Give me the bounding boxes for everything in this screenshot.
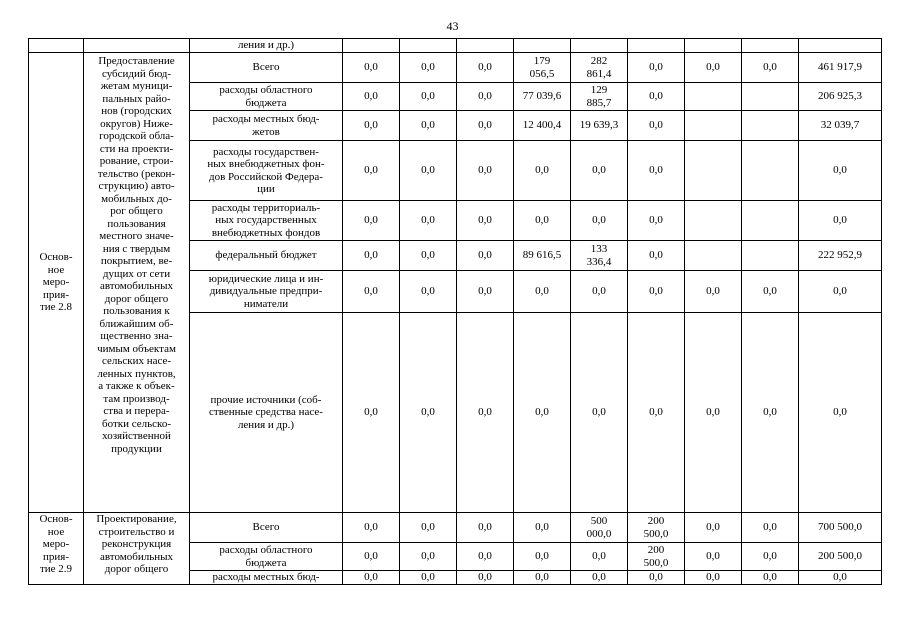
value-cell: 0,0 bbox=[457, 571, 514, 585]
value-cell: 0,0 bbox=[514, 313, 571, 513]
value-cell: 0,0 bbox=[628, 241, 685, 271]
funding-source-cell: прочие источники (соб- ственные средства насе- ления и др.) bbox=[190, 313, 343, 513]
value-cell: 0,0 bbox=[343, 111, 400, 141]
funding-source-cell: ления и др.) bbox=[190, 39, 343, 53]
measure-description-cell: Проектирование, строительство и реконструкция автомобильных дорог общего bbox=[84, 513, 190, 585]
value-cell bbox=[685, 83, 742, 111]
value-cell: 0,0 bbox=[400, 83, 457, 111]
table-row-continuation bbox=[29, 39, 882, 53]
value-cell: 282 861,4 bbox=[571, 53, 628, 83]
value-cell: 200 500,0 bbox=[628, 513, 685, 543]
value-cell: 0,0 bbox=[514, 513, 571, 543]
value-cell: 0,0 bbox=[742, 313, 799, 513]
funding-source-cell: юридические лица и ин- дивидуальные предпри- ниматели bbox=[190, 271, 343, 313]
value-cell bbox=[742, 241, 799, 271]
value-cell bbox=[685, 39, 742, 53]
value-cell: 0,0 bbox=[628, 271, 685, 313]
table-row bbox=[29, 53, 882, 83]
value-cell: 0,0 bbox=[457, 83, 514, 111]
value-cell: 0,0 bbox=[799, 271, 882, 313]
value-cell: 129 885,7 bbox=[571, 83, 628, 111]
value-cell: 0,0 bbox=[742, 53, 799, 83]
value-cell bbox=[685, 201, 742, 241]
page-number: 43 bbox=[446, 19, 459, 33]
value-cell: 0,0 bbox=[400, 313, 457, 513]
funding-source-cell: Всего bbox=[190, 513, 343, 543]
value-cell: 0,0 bbox=[400, 111, 457, 141]
value-cell: 0,0 bbox=[343, 241, 400, 271]
value-cell: 0,0 bbox=[685, 571, 742, 585]
empty-cell bbox=[29, 39, 84, 53]
value-cell bbox=[514, 39, 571, 53]
value-cell: 0,0 bbox=[457, 53, 514, 83]
value-cell: 0,0 bbox=[400, 241, 457, 271]
table-row bbox=[29, 513, 882, 543]
funding-source-cell: расходы областного бюджета bbox=[190, 83, 343, 111]
value-cell: 0,0 bbox=[685, 543, 742, 571]
value-cell bbox=[742, 201, 799, 241]
value-cell bbox=[628, 39, 685, 53]
value-cell: 0,0 bbox=[400, 271, 457, 313]
value-cell bbox=[457, 39, 514, 53]
funding-source-cell: расходы местных бюд- жетов bbox=[190, 111, 343, 141]
value-cell: 0,0 bbox=[571, 201, 628, 241]
value-cell: 0,0 bbox=[742, 571, 799, 585]
value-cell: 0,0 bbox=[400, 571, 457, 585]
empty-cell bbox=[84, 39, 190, 53]
value-cell: 0,0 bbox=[799, 313, 882, 513]
value-cell: 0,0 bbox=[628, 313, 685, 513]
value-cell: 0,0 bbox=[457, 241, 514, 271]
value-cell bbox=[571, 39, 628, 53]
value-cell: 0,0 bbox=[343, 313, 400, 513]
funding-source-cell: Всего bbox=[190, 53, 343, 83]
value-cell: 133 336,4 bbox=[571, 241, 628, 271]
funding-source-cell: расходы территориаль- ных государственных внебюджетных фондов bbox=[190, 201, 343, 241]
value-cell: 0,0 bbox=[628, 571, 685, 585]
value-cell bbox=[742, 83, 799, 111]
value-cell: 0,0 bbox=[457, 271, 514, 313]
value-cell bbox=[685, 141, 742, 201]
value-cell: 0,0 bbox=[457, 111, 514, 141]
value-cell: 0,0 bbox=[343, 271, 400, 313]
value-cell: 0,0 bbox=[799, 141, 882, 201]
value-cell: 0,0 bbox=[628, 201, 685, 241]
value-cell: 0,0 bbox=[514, 271, 571, 313]
value-cell: 0,0 bbox=[457, 543, 514, 571]
value-cell: 0,0 bbox=[628, 141, 685, 201]
value-cell: 0,0 bbox=[343, 53, 400, 83]
value-cell: 500 000,0 bbox=[571, 513, 628, 543]
value-cell bbox=[742, 111, 799, 141]
value-cell: 0,0 bbox=[571, 543, 628, 571]
measure-label-cell: Основ- ное меро- прия- тие 2.9 bbox=[29, 513, 84, 585]
value-cell: 0,0 bbox=[742, 513, 799, 543]
value-cell bbox=[742, 141, 799, 201]
value-cell: 0,0 bbox=[742, 543, 799, 571]
funding-source-cell: расходы местных бюд- bbox=[190, 571, 343, 585]
value-cell: 0,0 bbox=[343, 201, 400, 241]
value-cell: 0,0 bbox=[799, 201, 882, 241]
funding-source-cell: расходы областного бюджета bbox=[190, 543, 343, 571]
value-cell bbox=[799, 39, 882, 53]
value-cell: 206 925,3 bbox=[799, 83, 882, 111]
value-cell: 89 616,5 bbox=[514, 241, 571, 271]
value-cell: 0,0 bbox=[514, 141, 571, 201]
value-cell: 0,0 bbox=[571, 141, 628, 201]
measure-label-cell: Основ- ное меро- прия- тие 2.8 bbox=[29, 53, 84, 513]
value-cell: 0,0 bbox=[343, 571, 400, 585]
value-cell: 0,0 bbox=[457, 141, 514, 201]
value-cell: 0,0 bbox=[685, 513, 742, 543]
value-cell: 0,0 bbox=[685, 53, 742, 83]
value-cell: 0,0 bbox=[343, 543, 400, 571]
value-cell: 0,0 bbox=[571, 313, 628, 513]
value-cell: 0,0 bbox=[628, 111, 685, 141]
value-cell bbox=[742, 39, 799, 53]
value-cell: 0,0 bbox=[400, 513, 457, 543]
value-cell: 0,0 bbox=[457, 313, 514, 513]
value-cell: 461 917,9 bbox=[799, 53, 882, 83]
value-cell: 77 039,6 bbox=[514, 83, 571, 111]
budget-table bbox=[28, 38, 882, 585]
funding-source-cell: расходы государствен- ных внебюджетных фон- дов Российской Федера- ции bbox=[190, 141, 343, 201]
value-cell bbox=[400, 39, 457, 53]
value-cell: 200 500,0 bbox=[799, 543, 882, 571]
value-cell: 12 400,4 bbox=[514, 111, 571, 141]
value-cell: 0,0 bbox=[400, 53, 457, 83]
value-cell: 179 056,5 bbox=[514, 53, 571, 83]
value-cell: 0,0 bbox=[400, 141, 457, 201]
value-cell bbox=[343, 39, 400, 53]
value-cell: 0,0 bbox=[571, 571, 628, 585]
value-cell bbox=[685, 111, 742, 141]
value-cell: 0,0 bbox=[514, 571, 571, 585]
value-cell: 200 500,0 bbox=[628, 543, 685, 571]
measure-description-cell: Предоставление субсидий бюд- жетам муници- пальных райо- нов (городских округов) Ниже- городской обла- сти на проекти- рование, строи- тельство (рекон- струкцию) авто- мобильных до- рог общего пользования местного значе- ния с твердым покрытием, ве- дущих от сети автомобильных дорог общего пользования к ближайшим об- щественно зна- чимым объектам сельских насе- ленных пунктов, а также к объек- там производ- ства и перера- ботки сельско- хозяйственной продукции bbox=[84, 53, 190, 513]
value-cell: 0,0 bbox=[343, 83, 400, 111]
value-cell: 700 500,0 bbox=[799, 513, 882, 543]
value-cell: 19 639,3 bbox=[571, 111, 628, 141]
value-cell: 0,0 bbox=[571, 271, 628, 313]
funding-source-cell: федеральный бюджет bbox=[190, 241, 343, 271]
value-cell: 0,0 bbox=[514, 543, 571, 571]
value-cell: 0,0 bbox=[685, 271, 742, 313]
value-cell: 222 952,9 bbox=[799, 241, 882, 271]
value-cell: 0,0 bbox=[799, 571, 882, 585]
value-cell: 0,0 bbox=[514, 201, 571, 241]
value-cell: 0,0 bbox=[628, 83, 685, 111]
value-cell: 0,0 bbox=[628, 53, 685, 83]
value-cell: 0,0 bbox=[343, 141, 400, 201]
value-cell: 0,0 bbox=[457, 201, 514, 241]
value-cell: 0,0 bbox=[685, 313, 742, 513]
value-cell: 0,0 bbox=[400, 543, 457, 571]
value-cell: 32 039,7 bbox=[799, 111, 882, 141]
value-cell: 0,0 bbox=[742, 271, 799, 313]
value-cell bbox=[685, 241, 742, 271]
value-cell: 0,0 bbox=[343, 513, 400, 543]
value-cell: 0,0 bbox=[457, 513, 514, 543]
value-cell: 0,0 bbox=[400, 201, 457, 241]
